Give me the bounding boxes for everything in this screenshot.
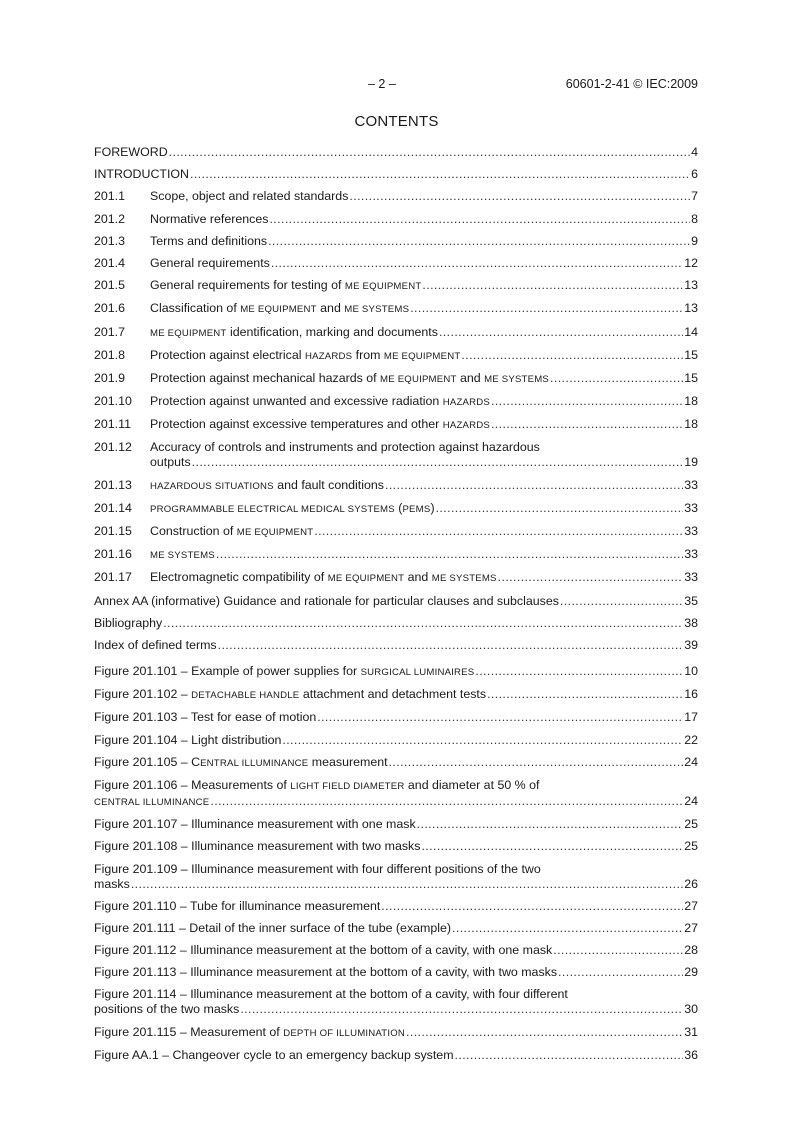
entry-row (94, 501, 698, 517)
toc-entry[interactable] (94, 524, 698, 540)
entry-text-part: Figure 201.115 – Measurement of (94, 1024, 284, 1039)
page-ref[interactable]: 12 (684, 255, 698, 270)
entry-text-part: Figure 201.114 – Illuminance measurement at the bottom of a cavity, with four different (94, 987, 568, 1002)
entry-text-part: Protection against excessive temperatures and other (150, 417, 443, 432)
dot-leader (461, 348, 683, 363)
dot-leader (317, 710, 683, 725)
entry-row (94, 524, 698, 540)
toc-entry[interactable] (94, 440, 698, 470)
entry-text-part: Protection against mechanical hazards of (150, 370, 381, 385)
entry-text-part: Figure 201.106 – Measurements of (94, 777, 291, 792)
page-ref[interactable]: 33 (684, 500, 698, 515)
page-ref[interactable]: 30 (684, 1002, 698, 1017)
dot-leader (439, 325, 683, 340)
section-number: 201.9 (94, 370, 126, 385)
toc-entry[interactable] (94, 167, 698, 182)
entry-row (94, 371, 698, 387)
entry-first-line (94, 440, 698, 455)
entry-row (94, 755, 698, 771)
toc-entry[interactable] (94, 325, 698, 341)
entry-text-part: Figure 201.101 – Example of power supplies for (94, 664, 361, 678)
dot-leader (550, 371, 683, 386)
figure-entry[interactable] (94, 1025, 698, 1041)
section-number: 201.6 (94, 301, 126, 316)
entry-title[interactable] (94, 1048, 454, 1063)
entry-title[interactable] (150, 212, 268, 227)
entry-row (94, 817, 698, 832)
entry-title[interactable] (150, 394, 490, 410)
dot-leader (169, 145, 690, 160)
entry-row (94, 212, 698, 227)
entry-title[interactable] (94, 794, 209, 810)
entry-title[interactable] (150, 478, 384, 494)
entry-text-part: Figure 201.104 – Light distribution (94, 732, 282, 747)
section-number: 201.17 (94, 570, 132, 585)
page-title: CONTENTS (354, 113, 439, 130)
entry-text-part: and (456, 370, 485, 385)
toc-entry[interactable] (94, 234, 698, 249)
page-ref[interactable]: 7 (691, 189, 698, 204)
entry-text-part: Figure 201.109 – Illuminance measurement with four different positions of the two (94, 861, 541, 876)
entry-title[interactable] (94, 733, 281, 748)
defined-term: ME EQUIPMENT (327, 573, 405, 585)
entry-text-part: Index of defined terms (94, 637, 217, 652)
defined-term: ME EQUIPMENT (344, 281, 422, 293)
toc-entry[interactable] (94, 301, 698, 317)
entry-row (94, 1002, 698, 1017)
entry-row (94, 877, 698, 892)
entry-title[interactable] (94, 987, 568, 1002)
dot-leader (349, 189, 690, 204)
page-ref[interactable]: 28 (684, 943, 698, 958)
entry-text-part: masks (94, 876, 130, 891)
entry-text-part: Figure 201.105 – C (94, 754, 201, 769)
entry-title[interactable] (94, 817, 416, 832)
entry-title[interactable] (94, 687, 486, 703)
toc-entry[interactable] (94, 638, 698, 653)
defined-term: ME SYSTEMS (344, 304, 410, 316)
defined-term: ME SYSTEMS (484, 373, 550, 385)
section-number: 201.11 (94, 417, 131, 432)
defined-term: CENTRAL ILLUMINANCE (94, 796, 210, 808)
entry-row (94, 256, 698, 271)
entry-text-part: Classification of (150, 301, 241, 316)
entry-first-line (94, 778, 698, 794)
page-number: – 2 – (368, 77, 396, 91)
figure-entry[interactable] (94, 899, 698, 914)
page-ref[interactable]: 26 (684, 876, 698, 891)
dot-leader (452, 921, 683, 936)
dot-leader (553, 943, 683, 958)
entry-row (94, 348, 698, 364)
page-ref[interactable]: 33 (684, 477, 698, 492)
defined-term: DETACHABLE HANDLE (191, 690, 300, 702)
entry-text-part: Figure 201.113 – Illuminance measurement at the bottom of a cavity, with two masks (94, 965, 558, 980)
entry-row (94, 278, 698, 294)
page-ref[interactable]: 33 (684, 524, 698, 538)
defined-term: HAZARDS (442, 397, 490, 409)
defined-term: PROGRAMMABLE ELECTRICAL MEDICAL SYSTEMS (150, 503, 395, 515)
toc-entry[interactable] (94, 145, 698, 160)
page-ref[interactable]: 15 (684, 347, 698, 362)
dot-leader (314, 524, 683, 539)
entry-title[interactable] (94, 899, 380, 914)
defined-term: LIGHT FIELD DIAMETER (290, 780, 405, 792)
dot-leader (410, 301, 683, 316)
entry-title[interactable] (150, 234, 267, 249)
dot-leader (436, 501, 684, 516)
section-number: 201.14 (94, 500, 132, 515)
entry-text-part: attachment and detachment tests (299, 687, 487, 702)
entry-text-part: INTRODUCTION (94, 167, 189, 182)
entry-title[interactable] (94, 943, 552, 958)
entry-row (94, 325, 698, 341)
entry-title[interactable] (150, 278, 421, 294)
entry-title[interactable] (150, 325, 438, 341)
entry-row (94, 733, 698, 748)
entry-row (94, 394, 698, 410)
entry-title[interactable]: Accuracy of controls and instruments and protection against hazardous (150, 440, 540, 455)
entry-text-part: General requirements for testing of (150, 278, 345, 293)
section-number: 201.5 (94, 278, 126, 293)
entry-row (94, 899, 698, 914)
toc-entry[interactable] (94, 417, 698, 433)
entry-row (94, 234, 698, 249)
figure-entry[interactable] (94, 755, 698, 771)
entry-text-part: Protection against unwanted and excessive radiation (150, 394, 443, 409)
section-number: 201.3 (94, 233, 126, 248)
entry-text-part: Electromagnetic compatibility of (150, 570, 328, 585)
page-ref[interactable]: 19 (684, 455, 698, 470)
defined-term: HAZARDS (442, 420, 490, 432)
page-ref[interactable]: 27 (684, 920, 698, 935)
section-number: 201.10 (94, 394, 132, 409)
page-ref[interactable]: 18 (684, 394, 698, 409)
entry-row (94, 943, 698, 958)
section-number: 201.2 (94, 211, 126, 226)
entry-row (94, 478, 698, 494)
dot-leader (218, 638, 684, 653)
dot-leader (190, 167, 690, 182)
entry-text-part: and (404, 570, 432, 585)
entry-row (94, 794, 698, 810)
entry-row (94, 417, 698, 433)
entry-text-part: Figure 201.107 – Illuminance measurement with one mask (94, 817, 416, 832)
entry-title[interactable] (94, 921, 451, 936)
entry-text-part: Figure 201.112 – Illuminance measurement at the bottom of a cavity, with one mask (94, 943, 553, 958)
page-ref[interactable]: 8 (691, 211, 698, 226)
page-ref[interactable]: 15 (684, 370, 698, 385)
entry-title[interactable] (150, 570, 497, 586)
entry-title[interactable] (150, 301, 409, 317)
figure-entry[interactable] (94, 817, 698, 832)
dot-leader (421, 839, 683, 854)
toc-entry[interactable] (94, 501, 698, 517)
entry-row (94, 594, 698, 609)
entry-title[interactable] (94, 145, 168, 160)
page-ref[interactable]: 10 (684, 664, 698, 678)
dot-leader (268, 234, 690, 249)
entry-row (94, 547, 698, 563)
dot-leader (475, 664, 683, 679)
entry-row (94, 570, 698, 586)
dot-leader (192, 455, 684, 470)
list-of-figures (94, 664, 698, 1070)
page-ref[interactable]: 18 (684, 417, 698, 432)
entry-text-part: Figure AA.1 – Changeover cycle to an emergency backup system (94, 1047, 454, 1062)
page-ref[interactable]: 13 (684, 301, 698, 316)
entry-text-part: and diameter at 50 % of (404, 777, 540, 792)
figure-entry[interactable] (94, 778, 698, 810)
entry-row (94, 616, 698, 631)
entry-title[interactable] (150, 524, 313, 540)
toc-entry[interactable] (94, 478, 698, 494)
entry-first-line (94, 987, 698, 1002)
entry-row (94, 1048, 698, 1063)
entry-row (94, 301, 698, 317)
dot-leader (422, 278, 683, 293)
entry-row (94, 189, 698, 204)
section-number: 201.13 (94, 477, 132, 492)
toc-entry[interactable] (94, 616, 698, 631)
entry-title[interactable] (94, 755, 388, 771)
entry-text-part: Bibliography (94, 615, 163, 630)
page-ref[interactable]: 17 (684, 710, 698, 725)
figure-entry[interactable] (94, 921, 698, 936)
defined-term: ME EQUIPMENT (240, 304, 317, 316)
page-ref[interactable]: 35 (684, 593, 698, 608)
dot-leader (558, 965, 683, 980)
entry-row (94, 145, 698, 160)
defined-term: ME EQUIPMENT (380, 373, 457, 385)
page-ref[interactable]: 38 (684, 615, 698, 630)
entry-title[interactable] (150, 371, 549, 387)
figure-entry[interactable] (94, 710, 698, 725)
toc-entry[interactable] (94, 278, 698, 294)
figure-entry[interactable] (94, 862, 698, 892)
entry-title[interactable] (94, 965, 557, 980)
entry-title[interactable] (150, 348, 460, 364)
entry-title[interactable] (150, 455, 191, 470)
entry-row (94, 921, 698, 936)
entry-text-part: ) (430, 500, 435, 515)
page-ref[interactable]: 4 (691, 145, 698, 159)
figure-entry[interactable] (94, 839, 698, 854)
defined-term: ME EQUIPMENT (236, 527, 314, 538)
entry-row (94, 638, 698, 653)
dot-leader (269, 212, 690, 227)
defined-term: HAZARDOUS SITUATIONS (150, 480, 274, 492)
entry-title[interactable] (94, 616, 162, 631)
section-number: 201.1 (94, 189, 126, 204)
entry-title[interactable] (94, 638, 217, 653)
entry-row (94, 1025, 698, 1041)
page-ref[interactable]: 39 (684, 637, 698, 652)
page-ref[interactable]: 14 (684, 324, 698, 339)
entry-title[interactable] (94, 839, 420, 854)
entry-text-part: Figure 201.102 – (94, 687, 192, 702)
dot-leader (498, 570, 684, 585)
figure-entry[interactable] (94, 987, 698, 1017)
entry-title[interactable] (94, 167, 189, 182)
entry-text-part: Terms and definitions (150, 233, 268, 248)
page-ref[interactable]: 25 (684, 817, 698, 832)
page-ref[interactable]: 6 (691, 167, 698, 182)
toc-entry[interactable] (94, 189, 698, 204)
defined-term: ME EQUIPMENT (150, 327, 227, 339)
entry-row (94, 710, 698, 725)
entry-text-part: General requirements (150, 255, 270, 270)
entry-text-part: Scope, object and related standards (150, 189, 349, 204)
entry-row (94, 965, 698, 980)
dot-leader (491, 394, 683, 409)
entry-title[interactable] (150, 256, 270, 271)
entry-text-part: measurement (308, 754, 388, 769)
toc-entry[interactable] (94, 256, 698, 271)
dot-leader (491, 417, 683, 432)
entry-text-part: identification, marking and documents (226, 324, 438, 339)
entry-title[interactable] (94, 877, 130, 892)
section-number: 201.4 (94, 255, 126, 270)
toc-entry[interactable] (94, 371, 698, 387)
entry-text-part: FOREWORD (94, 145, 168, 159)
entry-title[interactable] (94, 710, 316, 725)
entry-title[interactable] (94, 664, 474, 680)
toc-entry[interactable] (94, 348, 698, 364)
dot-leader (455, 1048, 684, 1063)
figure-entry[interactable] (94, 733, 698, 748)
dot-leader (389, 755, 684, 770)
entry-title[interactable] (94, 862, 541, 877)
toc-entry[interactable] (94, 570, 698, 586)
entry-text-part: Figure 201.108 – Illuminance measurement with two masks (94, 839, 421, 854)
page-ref[interactable]: 33 (684, 547, 698, 562)
entry-title[interactable] (94, 778, 539, 794)
dot-leader (560, 594, 683, 609)
entry-row (94, 839, 698, 854)
toc-entry[interactable] (94, 594, 698, 609)
dot-leader (282, 733, 683, 748)
entry-title[interactable] (94, 1002, 239, 1017)
entry-text-part: Annex AA (informative) Guidance and rationale for particular clauses and subclauses (94, 593, 559, 608)
entry-text-part: outputs (150, 455, 191, 470)
dot-leader (163, 616, 683, 631)
section-number: 201.7 (94, 324, 126, 339)
entry-row (94, 167, 698, 182)
entry-text-part: Figure 201.110 – Tube for illuminance measurement (94, 898, 381, 913)
figure-entry[interactable] (94, 965, 698, 980)
page-ref[interactable]: 24 (684, 793, 698, 808)
dot-leader (487, 687, 683, 702)
defined-term: ENTRAL ILLUMINANCE (200, 757, 309, 769)
entry-text-part: ( (394, 500, 403, 515)
entry-text-part: from (352, 347, 384, 362)
entry-row (94, 664, 698, 680)
entry-text-part: Protection against electrical (150, 347, 305, 362)
figure-entry[interactable] (94, 664, 698, 680)
defined-term: HAZARDS (304, 350, 353, 362)
toc-entry[interactable] (94, 394, 698, 410)
entry-title[interactable] (94, 594, 559, 609)
defined-term: SURGICAL LUMINAIRES (360, 667, 475, 678)
entry-text-part: Normative references (150, 211, 269, 226)
figure-entry[interactable] (94, 1048, 698, 1063)
entry-title[interactable] (150, 547, 215, 563)
section-number: 201.8 (94, 347, 126, 362)
defined-term: ME SYSTEMS (150, 550, 215, 562)
toc-entry[interactable] (94, 212, 698, 227)
page-ref[interactable]: 29 (684, 965, 698, 980)
defined-term: ME SYSTEMS (431, 573, 497, 585)
entry-title[interactable] (150, 189, 348, 204)
dot-leader (381, 899, 683, 914)
dot-leader (131, 877, 683, 892)
page-ref[interactable]: 24 (684, 754, 698, 769)
figure-entry[interactable] (94, 943, 698, 958)
toc-entry[interactable] (94, 547, 698, 563)
entry-title[interactable] (150, 417, 490, 433)
table-of-contents (94, 145, 698, 660)
page-ref[interactable]: 36 (684, 1047, 698, 1062)
entry-text-part: positions of the two masks (94, 1002, 240, 1017)
entry-text-part: Figure 201.103 – Test for ease of motion (94, 710, 317, 725)
page-ref[interactable]: 13 (684, 278, 698, 293)
page-ref[interactable]: 25 (684, 839, 698, 854)
page-ref[interactable]: 9 (691, 233, 698, 248)
standard-reference: 60601-2-41 © IEC:2009 (565, 77, 698, 91)
dot-leader (417, 817, 684, 832)
entry-text-part: and fault conditions (273, 477, 384, 492)
page-ref[interactable]: 33 (684, 570, 698, 585)
entry-text-part: Figure 201.111 – Detail of the inner surface of the tube (example) (94, 920, 452, 935)
entry-title[interactable] (94, 1025, 405, 1041)
dot-leader (210, 794, 683, 809)
dot-leader (271, 256, 683, 271)
entry-title[interactable] (150, 501, 435, 517)
dot-leader (406, 1025, 683, 1040)
entry-text-part: Construction of (150, 524, 237, 538)
defined-term: ME EQUIPMENT (383, 350, 461, 362)
defined-term: PEMS (402, 503, 431, 515)
page-ref[interactable]: 16 (684, 687, 698, 702)
dot-leader (240, 1002, 683, 1017)
dot-leader (385, 478, 683, 493)
page-ref[interactable]: 27 (684, 898, 698, 913)
section-number: 201.12 (94, 440, 132, 455)
dot-leader (216, 547, 683, 562)
entry-row (94, 687, 698, 703)
defined-term: DEPTH OF ILLUMINATION (283, 1027, 406, 1039)
section-number: 201.15 (94, 524, 132, 538)
entry-first-line (94, 862, 698, 877)
figure-entry[interactable] (94, 687, 698, 703)
page-ref[interactable]: 31 (684, 1024, 698, 1039)
entry-row (94, 455, 698, 470)
page-ref[interactable]: 22 (684, 732, 698, 747)
section-number: 201.16 (94, 547, 132, 562)
entry-text-part: and (316, 301, 345, 316)
